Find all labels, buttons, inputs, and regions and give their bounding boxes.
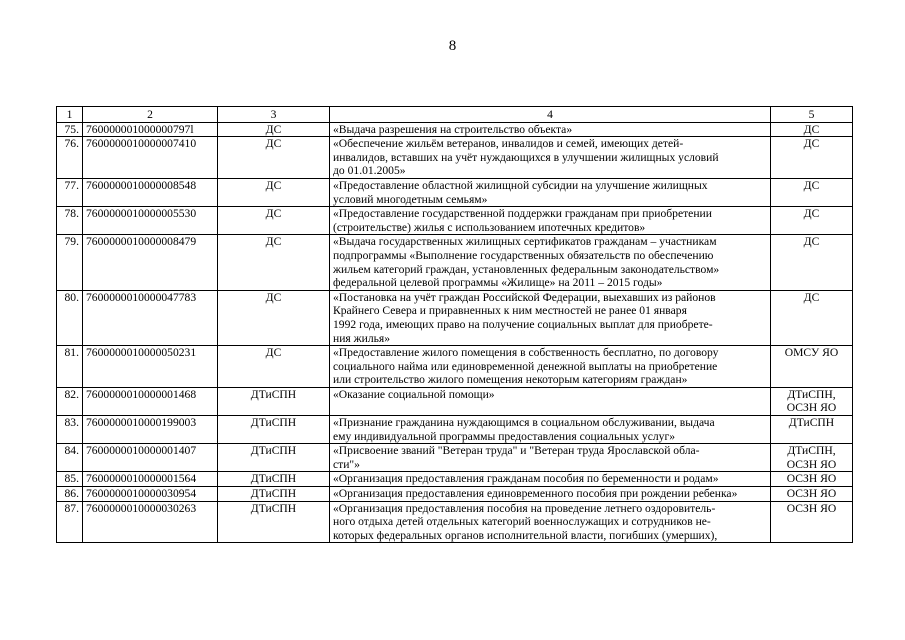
responsible bbox=[771, 137, 853, 179]
row-number: 75. bbox=[57, 122, 83, 137]
service-name-line: «Предоставление государственной поддержки гражданам при приобретении bbox=[333, 207, 712, 221]
service-name-line: ния жилья» bbox=[333, 331, 391, 345]
responsible-line: ДС bbox=[803, 235, 820, 249]
header-cell-1: 1 bbox=[57, 107, 83, 123]
service-name-line: «Организация предоставления пособия на проведение летнего оздоровитель- bbox=[333, 501, 716, 515]
table-row bbox=[57, 444, 853, 472]
service-name-line: инвалидов, вставших на учёт нуждающихся в улучшении жилищных условий bbox=[333, 150, 719, 164]
table-row bbox=[57, 137, 853, 179]
header-cell-4: 4 bbox=[330, 107, 771, 123]
table-row bbox=[57, 501, 853, 543]
table-row bbox=[57, 207, 853, 235]
responsible-line: ДС bbox=[803, 122, 820, 136]
row-number: 87. bbox=[57, 501, 83, 543]
department: ДТиСПН bbox=[218, 416, 330, 444]
table-row bbox=[57, 122, 853, 137]
responsible bbox=[771, 207, 853, 235]
responsible-line: ОСЗН ЯО bbox=[786, 501, 837, 515]
service-code: 7600000010000008548 bbox=[83, 178, 218, 206]
service-name-line: «Обеспечение жильём ветеранов, инвалидов и семей, имеющих детей- bbox=[333, 137, 684, 151]
service-name-line: «Предоставление жилого помещения в собственность бесплатно, по договору bbox=[333, 346, 719, 360]
table-row bbox=[57, 416, 853, 444]
service-name-line: федеральной целевой программы «Жилище» на 2011 – 2015 годы» bbox=[333, 276, 663, 290]
service-name-line: до 01.01.2005» bbox=[333, 164, 406, 178]
service-name bbox=[330, 444, 771, 472]
department: ДС bbox=[218, 235, 330, 290]
service-name bbox=[330, 501, 771, 543]
table-row bbox=[57, 235, 853, 290]
responsible-line: ДТиСПН, bbox=[787, 387, 836, 401]
service-code: 7600000010000008479 bbox=[83, 235, 218, 290]
service-code: 7600000010000050231 bbox=[83, 346, 218, 388]
service-name bbox=[330, 472, 771, 487]
row-number: 85. bbox=[57, 472, 83, 487]
service-name-line: ему индивидуальной программы предоставления социальных услуг» bbox=[333, 429, 676, 443]
department: ДТиСПН bbox=[218, 501, 330, 543]
service-name bbox=[330, 235, 771, 290]
responsible-line: ДС bbox=[803, 137, 820, 151]
row-number: 81. bbox=[57, 346, 83, 388]
service-code: 7600000010000005530 bbox=[83, 207, 218, 235]
service-name-line: подпрограммы «Выполнение государственных обязательств по обеспечению bbox=[333, 248, 714, 262]
service-name bbox=[330, 346, 771, 388]
header-cell-3: 3 bbox=[218, 107, 330, 123]
row-number: 86. bbox=[57, 487, 83, 502]
service-name bbox=[330, 122, 771, 137]
responsible-line: ОСЗН ЯО bbox=[786, 487, 837, 501]
service-name bbox=[330, 487, 771, 502]
service-code: 7600000010000007410 bbox=[83, 137, 218, 179]
service-name bbox=[330, 416, 771, 444]
service-name bbox=[330, 387, 771, 415]
responsible-line: ДС bbox=[803, 178, 820, 192]
table-row bbox=[57, 178, 853, 206]
service-name bbox=[330, 137, 771, 179]
service-code: 7600000010000001564 bbox=[83, 472, 218, 487]
service-name-line: или строительство жилого помещения некоторым категориям граждан» bbox=[333, 373, 688, 387]
table-header-row bbox=[57, 107, 853, 123]
row-number: 77. bbox=[57, 178, 83, 206]
service-name bbox=[330, 290, 771, 345]
table-row bbox=[57, 487, 853, 502]
department: ДС bbox=[218, 207, 330, 235]
service-name-line: «Признание гражданина нуждающимся в социальном обслуживании, выдача bbox=[333, 416, 715, 430]
row-number: 76. bbox=[57, 137, 83, 179]
responsible bbox=[771, 122, 853, 137]
service-code: 7600000010000030954 bbox=[83, 487, 218, 502]
responsible-line: ДТиСПН bbox=[788, 416, 835, 430]
table-body bbox=[57, 107, 853, 543]
service-name-line: «Присвоение званий "Ветеран труда" и "Ветеран труда Ярославской обла- bbox=[333, 444, 700, 458]
responsible bbox=[771, 235, 853, 290]
table-row bbox=[57, 346, 853, 388]
responsible bbox=[771, 178, 853, 206]
responsible-line: ОСЗН ЯО bbox=[786, 401, 837, 415]
services-table bbox=[56, 106, 853, 543]
responsible bbox=[771, 501, 853, 543]
service-name-line: 1992 года, имеющих право на получение социальных выплат для приобрете- bbox=[333, 317, 713, 331]
service-name bbox=[330, 178, 771, 206]
department: ДТиСПН bbox=[218, 472, 330, 487]
table-row bbox=[57, 290, 853, 345]
service-code: 7600000010000199003 bbox=[83, 416, 218, 444]
service-name-line: которых федеральных органов исполнительной власти, погибших (умерших), bbox=[333, 528, 718, 542]
service-name-line: «Выдача разрешения на строительство объекта» bbox=[333, 122, 573, 136]
row-number: 80. bbox=[57, 290, 83, 345]
row-number: 84. bbox=[57, 444, 83, 472]
service-code: 7600000010000001407 bbox=[83, 444, 218, 472]
service-name-line: Крайнего Севера и приравненных к ним местностей не ранее 01 января bbox=[333, 304, 687, 318]
service-code: 7600000010000030263 bbox=[83, 501, 218, 543]
responsible-line: ДС bbox=[803, 290, 820, 304]
service-name-line: «Организация предоставления гражданам пособия по беременности и родам» bbox=[333, 472, 719, 486]
table-row bbox=[57, 472, 853, 487]
service-name-line: жильем категорий граждан, установленных федеральным законодательством» bbox=[333, 262, 720, 276]
header-cell-5: 5 bbox=[771, 107, 853, 123]
department: ДС bbox=[218, 346, 330, 388]
responsible-line: ДС bbox=[803, 207, 820, 221]
service-code: 760000001000000797l bbox=[83, 122, 218, 137]
responsible bbox=[771, 444, 853, 472]
service-name-line: социального найма или единовременной денежной выплаты на приобретение bbox=[333, 359, 718, 373]
department: ДТиСПН bbox=[218, 444, 330, 472]
service-name-line: сти"» bbox=[333, 457, 360, 471]
responsible-line: ОСЗН ЯО bbox=[786, 472, 837, 486]
service-code: 7600000010000001468 bbox=[83, 387, 218, 415]
responsible bbox=[771, 416, 853, 444]
department: ДТиСПН bbox=[218, 387, 330, 415]
table-row bbox=[57, 387, 853, 415]
responsible bbox=[771, 387, 853, 415]
department: ДС bbox=[218, 122, 330, 137]
department: ДС bbox=[218, 178, 330, 206]
responsible-line: ДТиСПН, bbox=[787, 444, 836, 458]
row-number: 78. bbox=[57, 207, 83, 235]
service-name-line: «Оказание социальной помощи» bbox=[333, 387, 495, 401]
department: ДТиСПН bbox=[218, 487, 330, 502]
service-name-line: «Постановка на учёт граждан Российской Федерации, выехавших из районов bbox=[333, 290, 716, 304]
service-name-line: ного отдыха детей отдельных категорий военнослужащих и сотрудников не- bbox=[333, 515, 711, 529]
row-number: 82. bbox=[57, 387, 83, 415]
responsible-line: ОСЗН ЯО bbox=[786, 457, 837, 471]
department: ДС bbox=[218, 290, 330, 345]
department: ДС bbox=[218, 137, 330, 179]
service-name-line: «Организация предоставления единовременного пособия при рождении ребенка» bbox=[333, 487, 738, 501]
page-number: 8 bbox=[448, 38, 457, 54]
responsible bbox=[771, 290, 853, 345]
service-code: 7600000010000047783 bbox=[83, 290, 218, 345]
service-name bbox=[330, 207, 771, 235]
responsible bbox=[771, 487, 853, 502]
service-name-line: условий многодетным семьям» bbox=[333, 192, 488, 206]
service-name-line: «Выдача государственных жилищных сертификатов гражданам – участникам bbox=[333, 235, 717, 249]
service-name-line: «Предоставление областной жилищной субсидии на улучшение жилищных bbox=[333, 178, 708, 192]
responsible bbox=[771, 472, 853, 487]
row-number: 79. bbox=[57, 235, 83, 290]
responsible bbox=[771, 346, 853, 388]
service-name-line: (строительстве) жилья с использованием ипотечных кредитов» bbox=[333, 220, 646, 234]
header-cell-2: 2 bbox=[83, 107, 218, 123]
responsible-line: ОМСУ ЯО bbox=[784, 346, 839, 360]
row-number: 83. bbox=[57, 416, 83, 444]
